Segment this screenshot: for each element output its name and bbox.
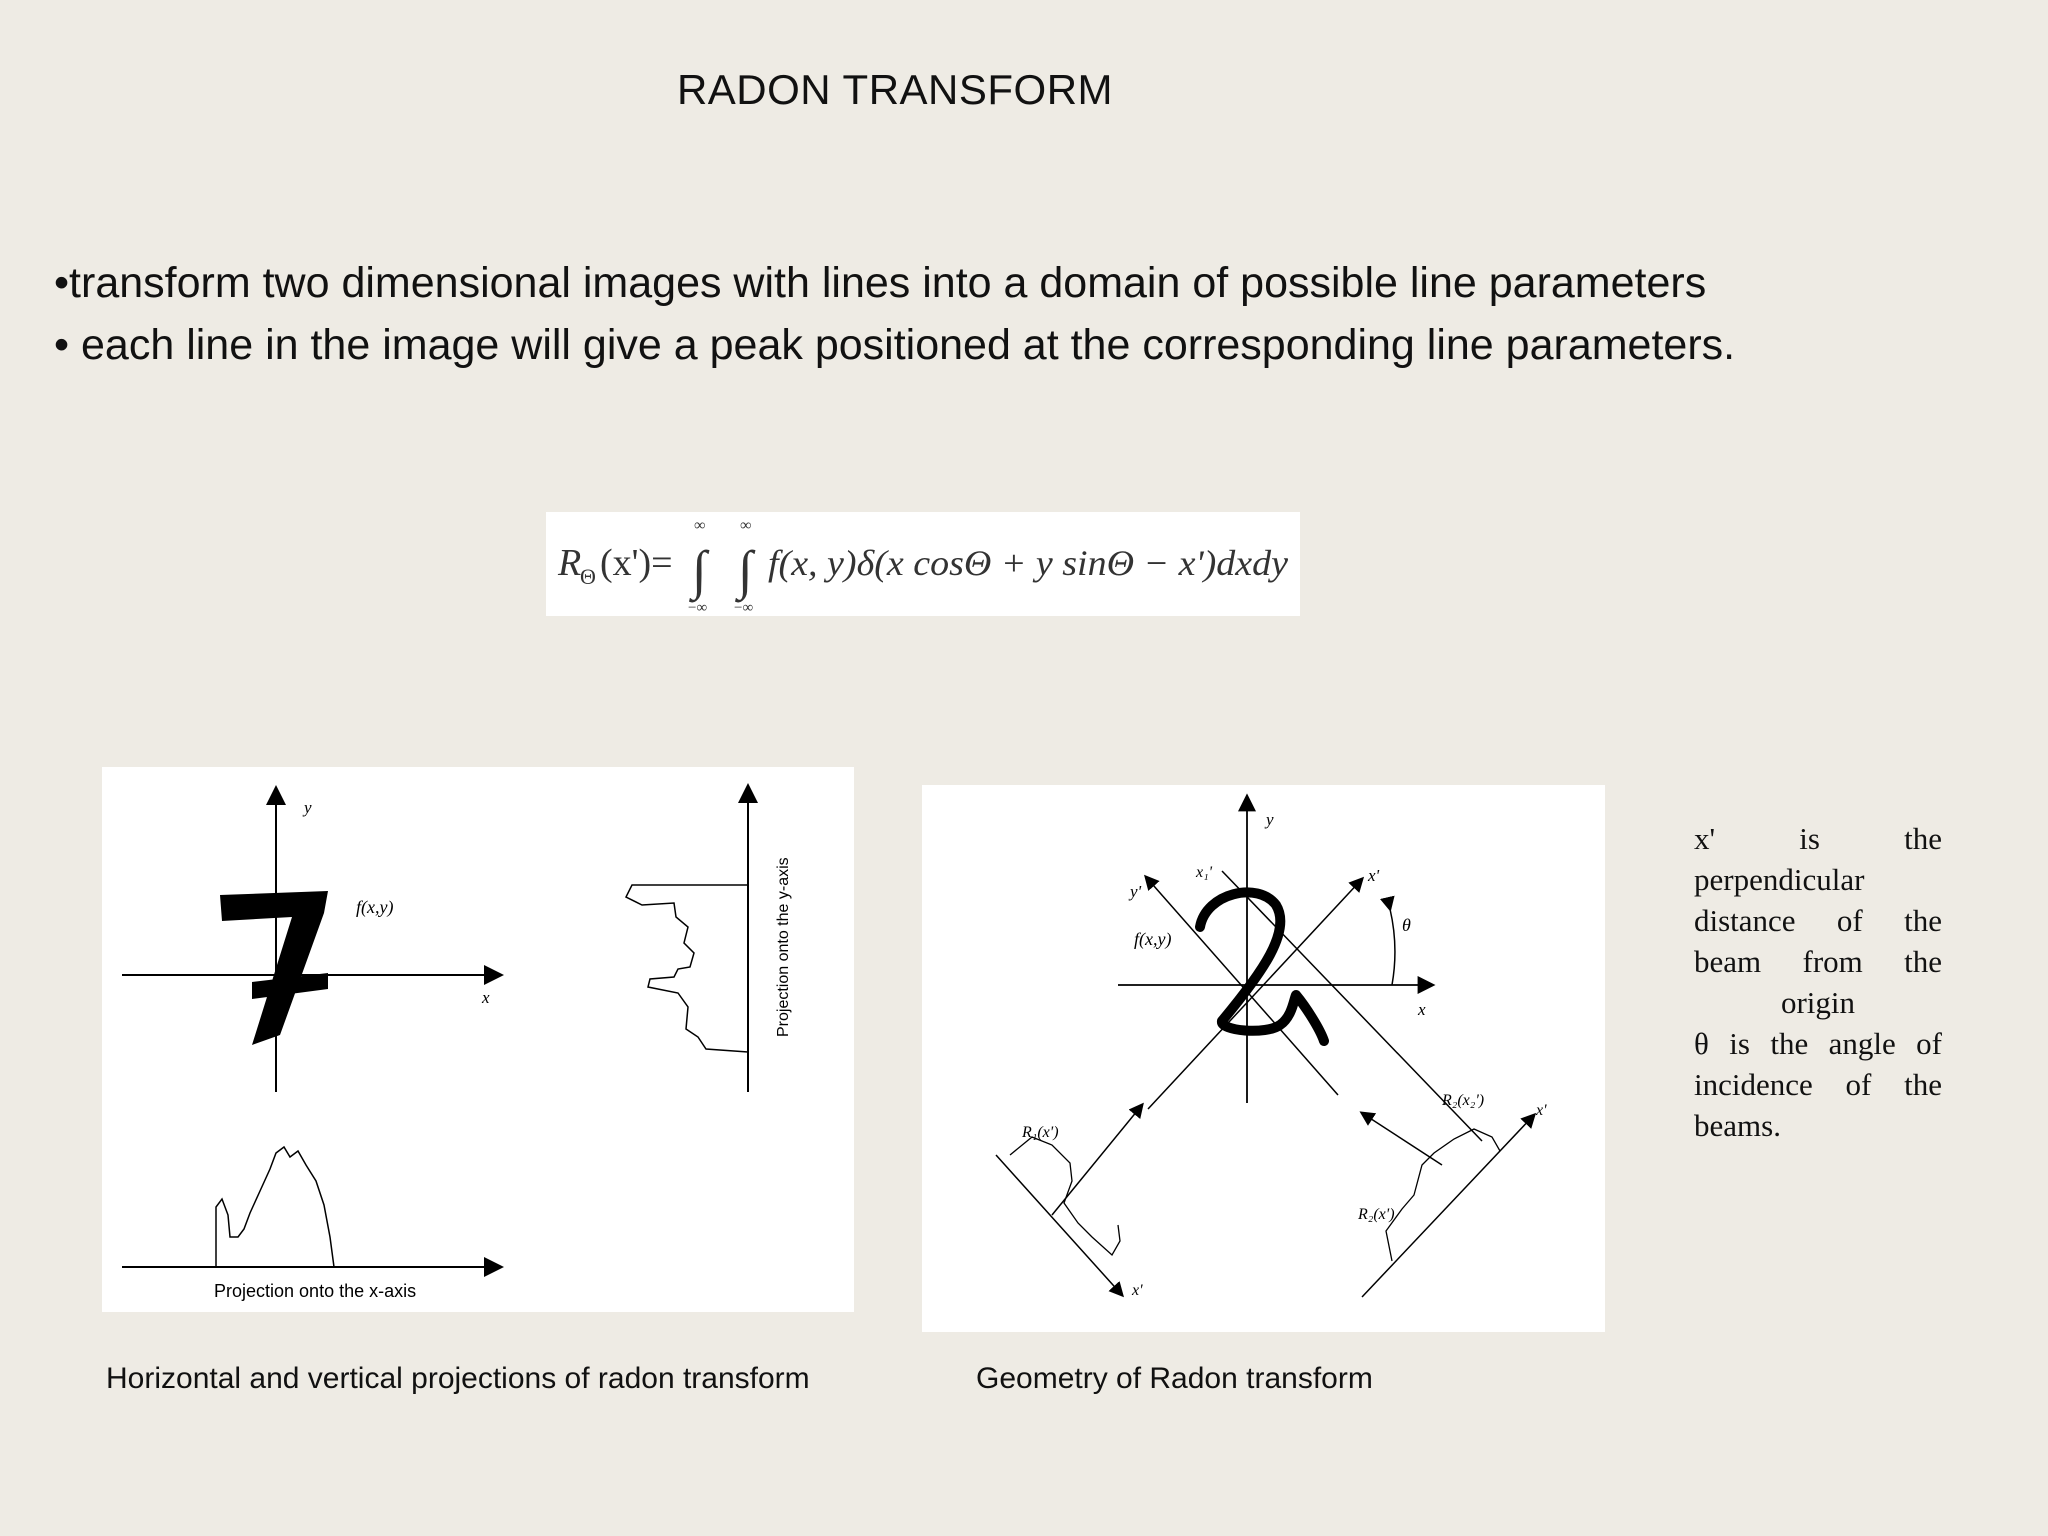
figure-geometry	[922, 785, 1605, 1332]
figure-projections	[102, 767, 854, 1312]
note-line: distance of the	[1694, 903, 1942, 938]
lower-limit-2: −∞	[734, 600, 754, 616]
digit-two	[1200, 892, 1324, 1041]
x-prime-right-label: x'	[1536, 1102, 1547, 1119]
note-line-centered: origin	[1780, 985, 1856, 1020]
upper-limit-2: ∞	[740, 517, 752, 534]
x-prime-bottom-label: x'	[1132, 1282, 1143, 1299]
left-beam-arrow	[1052, 1105, 1142, 1215]
theta-arc	[1390, 909, 1395, 985]
figure2-caption: Geometry of Radon transform	[976, 1362, 1373, 1395]
note-line: perpendicular	[1694, 862, 1865, 897]
left-projection-axis	[996, 1155, 1122, 1295]
y-prime-axis	[1146, 877, 1338, 1095]
y-prime-label: y'	[1130, 882, 1142, 901]
note-line: beam from the	[1694, 944, 1942, 979]
vertical-projection-caption: Projection onto the y-axis	[775, 857, 792, 1037]
formula-lhs-arg: (x')=	[600, 542, 673, 584]
horizontal-projection-caption: Projection onto the x-axis	[214, 1281, 417, 1301]
x-prime-axis	[1148, 879, 1362, 1109]
bullet-item: • each line in the image will give a peak positioned at the corresponding line parameters.	[54, 321, 1736, 369]
horizontal-projection-curve	[216, 1147, 334, 1267]
vertical-projection-curve	[626, 885, 748, 1052]
formula-lhs-sub: Θ	[580, 564, 596, 589]
y-axis-label: y	[1266, 810, 1274, 829]
slide-title: RADON TRANSFORM	[676, 66, 1114, 113]
formula-integrand: f(x, y)δ(x cosΘ + y sinΘ − x')dxdy	[768, 543, 1289, 583]
r-right-bottom-label: R₂(x')	[1358, 1206, 1395, 1223]
projections-diagram	[102, 767, 854, 1312]
x-axis-label: x	[1418, 1000, 1426, 1019]
x1-prime-label: x₁'	[1196, 864, 1213, 881]
note-line: beams.	[1694, 1108, 1781, 1143]
r-left-label: R₁(x')	[1022, 1124, 1059, 1141]
integral-sign-2: ∫	[738, 540, 753, 600]
x-prime-label: x'	[1368, 866, 1380, 885]
upper-limit-1: ∞	[694, 517, 706, 534]
theta-label: θ	[1402, 915, 1411, 935]
bullet-item: •transform two dimensional images with lines into a domain of possible line parameters	[54, 259, 1707, 307]
f-label: f(x,y)	[356, 897, 394, 917]
note-line	[1694, 982, 1942, 1023]
figure1-caption: Horizontal and vertical projections of radon transform	[106, 1362, 810, 1395]
lower-limit-1: −∞	[688, 600, 708, 616]
x-axis-label: x	[482, 988, 490, 1007]
note-line: x' is the	[1694, 821, 1942, 856]
right-beam-arrow	[1362, 1113, 1442, 1165]
bullet-list	[54, 252, 2014, 376]
radon-formula	[546, 512, 1300, 616]
note-line: θ is the angle of	[1694, 1026, 1942, 1061]
y-axis-label: y	[304, 798, 312, 817]
right-projection-curve	[1386, 1129, 1500, 1261]
integral-sign-1: ∫	[692, 540, 707, 600]
f-label: f(x,y)	[1134, 929, 1172, 949]
digit-seven	[220, 891, 328, 1045]
side-notes	[1694, 818, 1942, 1146]
r-right-top-label: R₂(x₂')	[1442, 1092, 1485, 1109]
left-projection-curve	[1010, 1137, 1120, 1255]
formula-lhs: R	[558, 542, 582, 584]
geometry-diagram	[922, 785, 1605, 1332]
formula-graphic	[546, 512, 1300, 616]
note-line: incidence of the	[1694, 1067, 1942, 1102]
